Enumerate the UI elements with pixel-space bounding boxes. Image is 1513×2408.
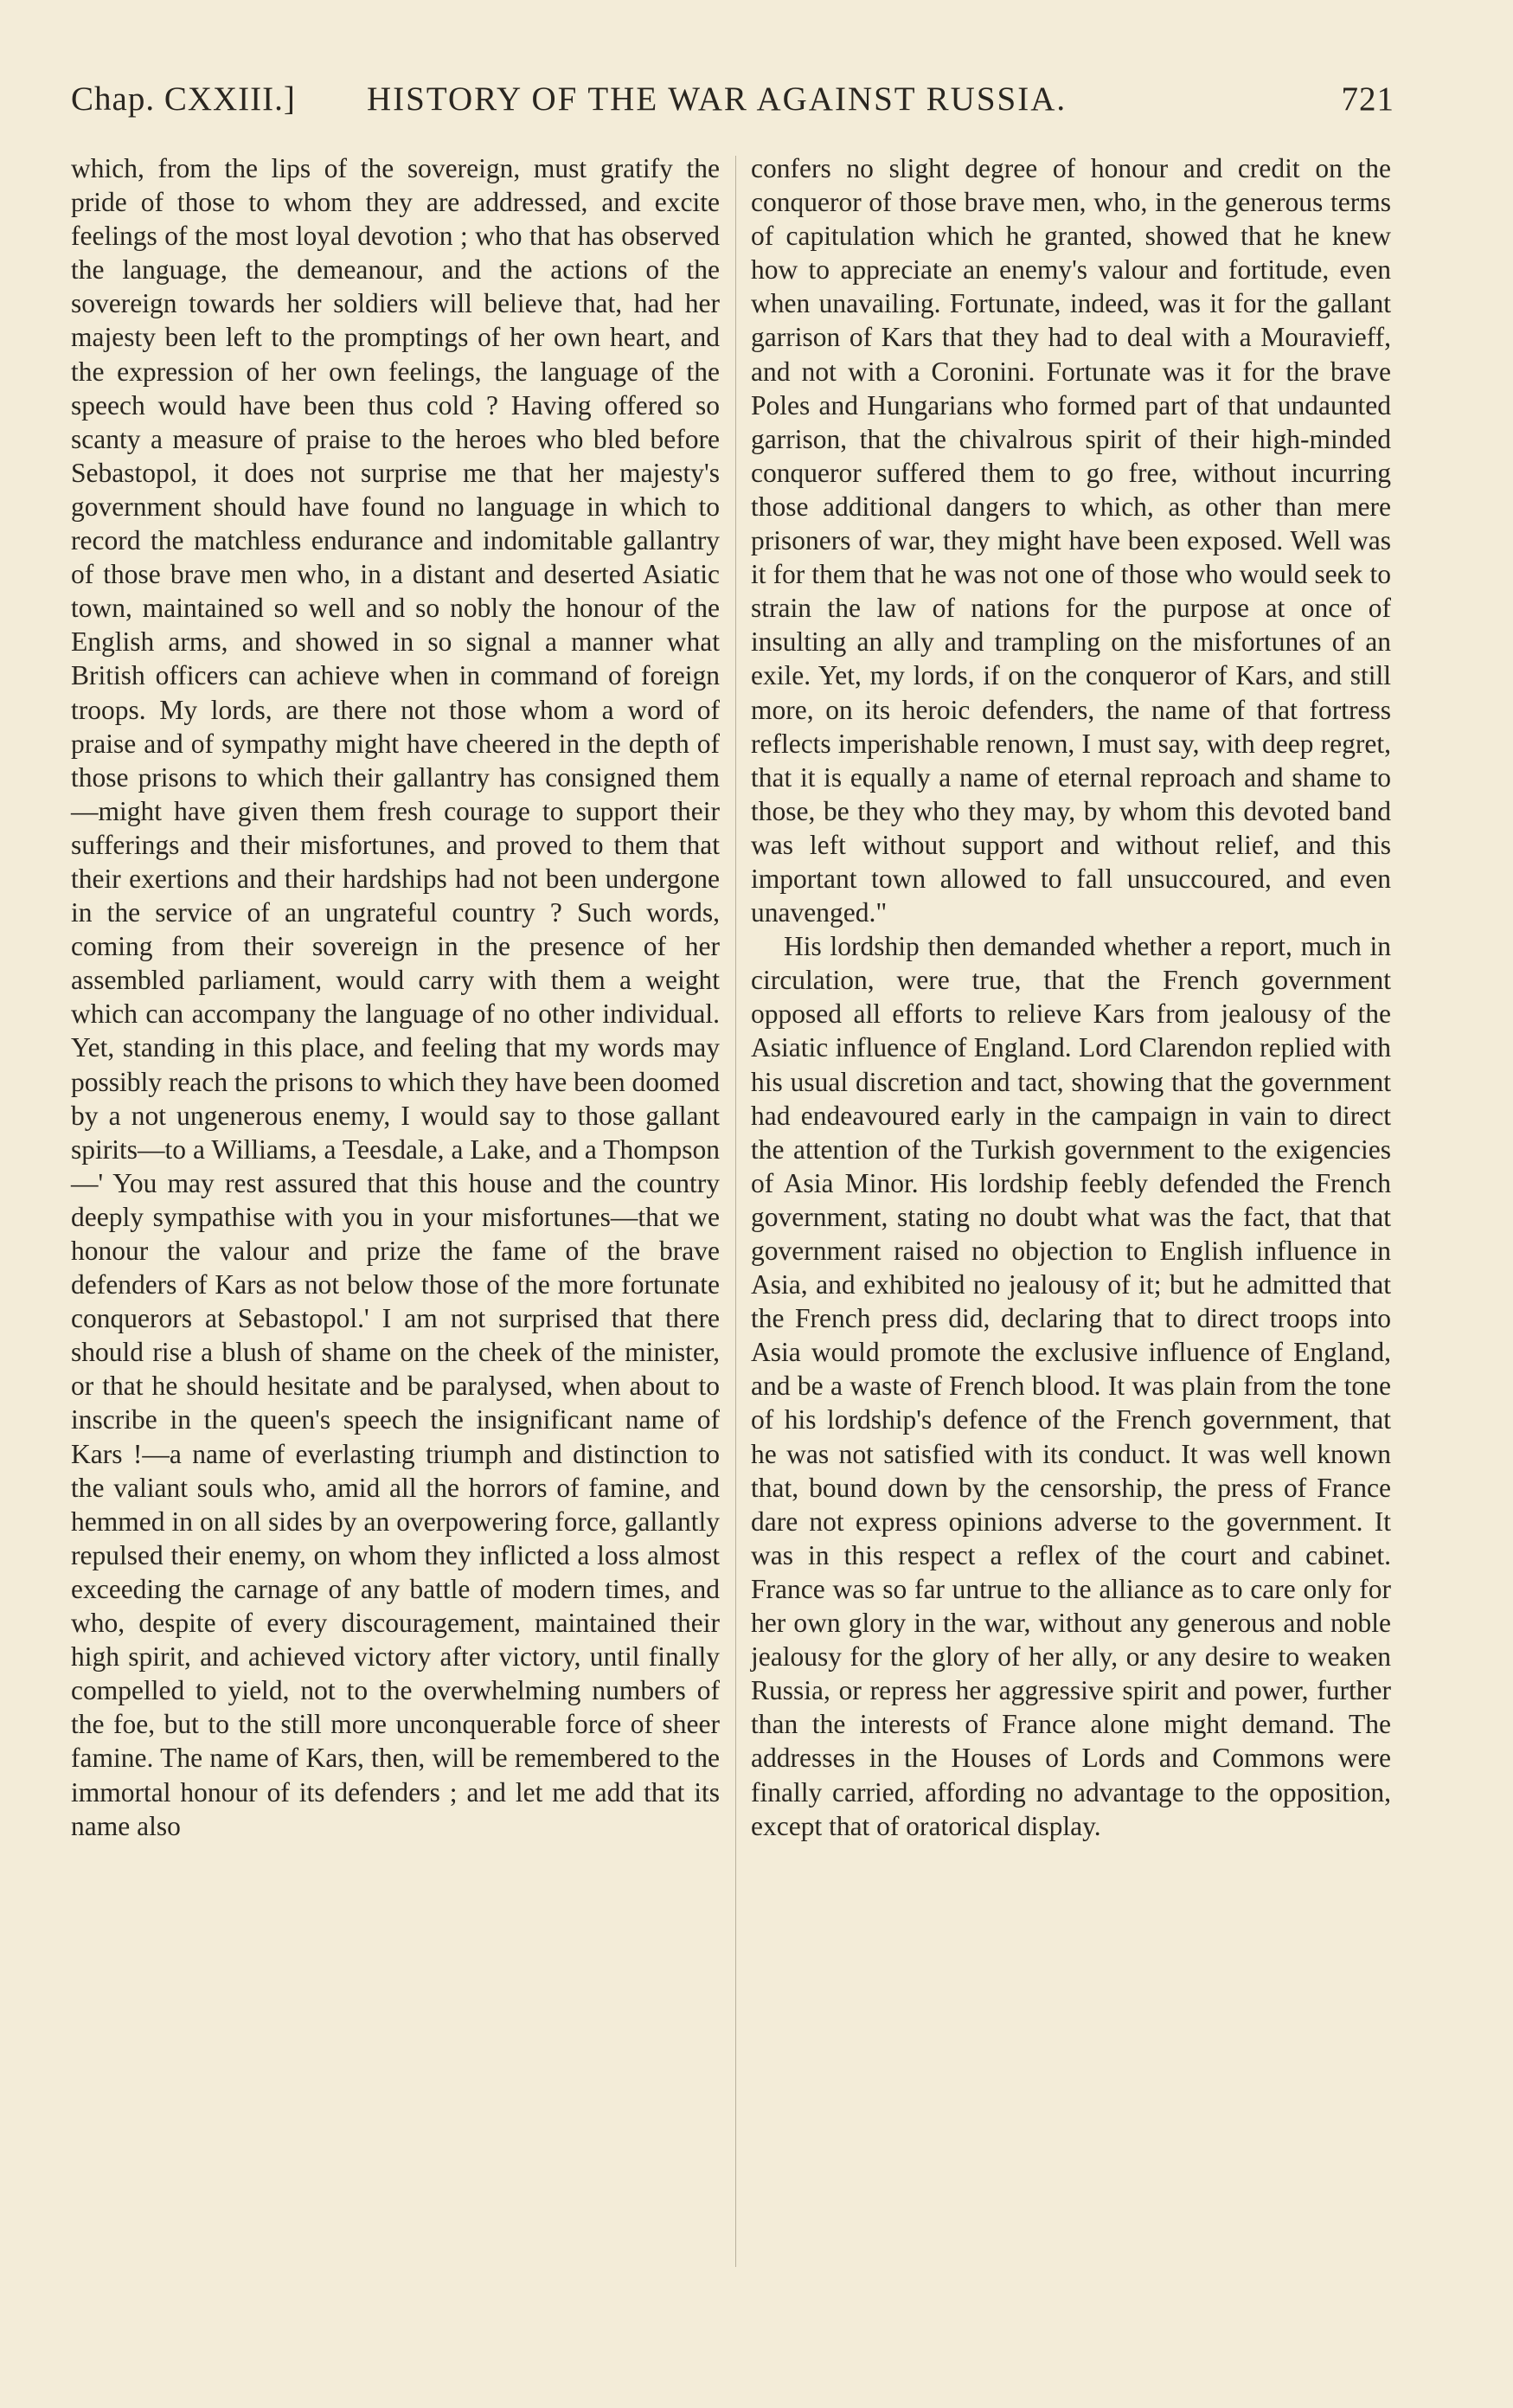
chapter-label: Chap. CXXIII.] (71, 80, 296, 118)
left-column (71, 151, 720, 1843)
running-title: HISTORY OF THE WAR AGAINST RUSSIA. (367, 80, 1067, 118)
right-paragraph-1: confers no slight degree of honour and credit on the conqueror of those brave men, who, in the generous terms of capitulation which he granted, showed that he knew how to appreciate an enemy's valour and fortitude, even when unavailing. Fortunate, indeed, was it for the gallant garrison of Kars that they had to deal with a Mouravieff, and not with a Coronini. Fortunate was it for the brave Poles and Hungarians who formed part of that undaunted garrison, that the chivalrous spirit of their high-minded conqueror suffered them to go free, without incurring those additional dangers to which, as other than mere prisoners of war, they might have been exposed. Well was it for them that he was not one of those who would seek to strain the law of nations for the purpose at once of insulting an ally and trampling on the misfortunes of an exile. Yet, my lords, if on the conqueror of Kars, and still more, on its heroic defenders, the name of that fortress reflects imperishable renown, I must say, with deep regret, that it is equally a name of eternal reproach and shame to those, be they who they may, by whom this devoted band was left without support and without relief, and this important town allowed to fall unsuccoured, and even unavenged." (751, 153, 1391, 928)
right-paragraph-2: His lordship then demanded whether a report, much in circulation, were true, that the French government opposed all efforts to relieve Kars from jealousy of the Asiatic influence of England. Lord Clarendon replied with his usual discretion and tact, showing that the government had endeavoured early in the campaign in vain to direct the attention of the Turkish government to the exigencies of Asia Minor. His lordship feebly defended the French government, stating no doubt what was the fact, that that government raised no objection to English influence in Asia, and exhibited no jealousy of it; but he admitted that the French press did, declaring that to direct troops into Asia would promote the exclusive influence of England, and be a waste of French blood. It was plain from the tone of his lordship's defence of the French government, that he was not satisfied with its conduct. It was well known that, bound down by the censorship, the press of France dare not express opinions adverse to the government. It was in this respect a reflex of the court and cabinet. France was so far untrue to the alliance as to care only for her own glory in the war, without any generous and noble jealousy for the glory of her ally, or any desire to weaken Russia, or repress her aggressive spirit and power, further than the interests of France alone might demand. The addresses in the Houses of Lords and Commons were finally carried, affording no advantage to the opposition, except that of oratorical display. (751, 931, 1391, 1841)
column-divider (735, 156, 736, 2267)
right-column (751, 151, 1391, 1843)
page-number: 721 (1341, 80, 1394, 118)
left-paragraph-1: which, from the lips of the sovereign, must gratify the pride of those to whom they are addressed, and excite feelings of the most loyal devotion ; who that has observed the language, the demeanour, and the actions of the sovereign towards her soldiers will believe that, had her majesty been left to the promptings of her own heart, and the expression of her own feelings, the language of the speech would have been thus cold ? Having offered so scanty a measure of praise to the heroes who bled before Sebastopol, it does not surprise me that her majesty's government should have found no language in which to record the matchless endurance and indomitable gallantry of those brave men who, in a distant and deserted Asiatic town, maintained so well and so nobly the honour of the English arms, and showed in so signal a manner what British officers can achieve when in command of foreign troops. My lords, are there not those whom a word of praise and of sympathy might have cheered in the depth of those prisons to which their gallantry has consigned them—might have given them fresh courage to support their sufferings and their misfortunes, and proved to them that their exertions and their hardships had not been undergone in the service of an ungrateful country ? Such words, coming from their sovereign in the presence of her assembled parliament, would carry with them a weight which can accompany the language of no other individual. Yet, standing in this place, and feeling that my words may possibly reach the prisons to which they have been doomed by a not ungenerous enemy, I would say to those gallant spirits—to a Williams, a Teesdale, a Lake, and a Thompson—' You may rest assured that this house and the country deeply sympathise with you in your misfortunes—that we honour the valour and prize the fame of the brave defenders of Kars as not below those of the more fortunate conquerors at Sebastopol.' I am not surprised that there should rise a blush of shame on the cheek of the minister, or that he should hesitate and be paralysed, when about to inscribe in the queen's speech the insignificant name of Kars !—a name of everlasting triumph and distinction to the valiant souls who, amid all the horrors of famine, and hemmed in on all sides by an overpowering force, gallantly repulsed their enemy, on whom they inflicted a loss almost exceeding the carnage of any battle of modern times, and who, despite of every discouragement, maintained their high spirit, and achieved victory after victory, until finally compelled to yield, not to the overwhelming numbers of the foe, but to the still more unconquerable force of sheer famine. The name of Kars, then, will be remembered to the immortal honour of its defenders ; and let me add that its name also (71, 153, 720, 1841)
page-header (71, 80, 1394, 132)
